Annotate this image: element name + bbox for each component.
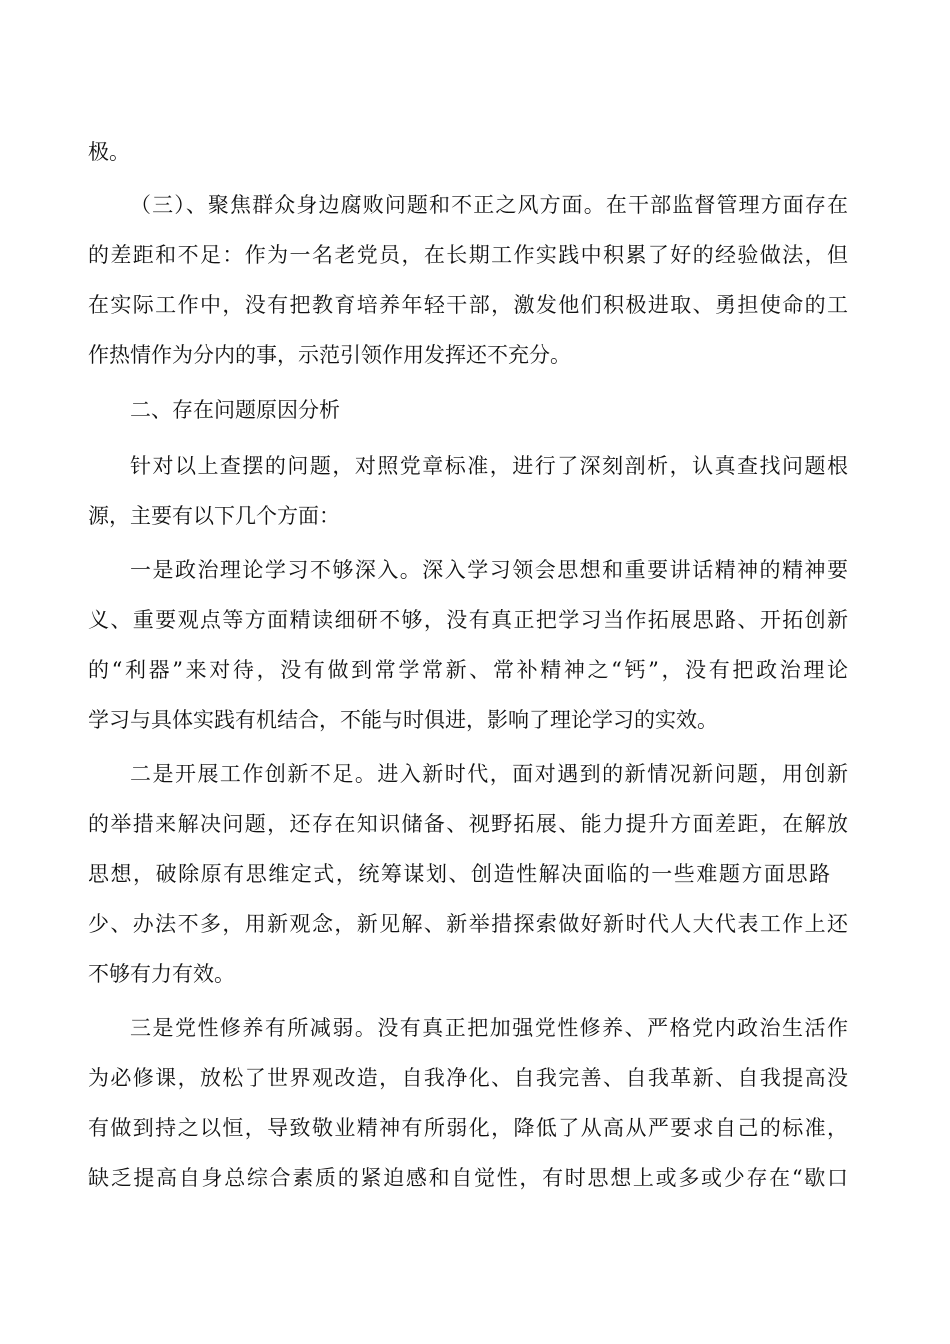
text-line: 学习与具体实践有机结合，不能与时俱进，影响了理论学习的实效。 [88,708,718,732]
text-line: 一是政治理论学习不够深入。深入学习领会思想和重要讲话精神的精神要 [130,558,848,582]
text-line: 的“利器”来对待，没有做到常学常新、常补精神之“钙”，没有把政治理论 [88,658,848,682]
text-line: 三是党性修养有所减弱。没有真正把加强党性修养、严格党内政治生活作 [130,1016,848,1040]
text-line: 为必修课，放松了世界观改造，自我净化、自我完善、自我革新、自我提高没 [88,1066,848,1090]
text-line: 的差距和不足：作为一名老党员，在长期工作实践中积累了好的经验做法，但 [88,243,848,267]
text-line: 不够有力有效。 [88,962,235,986]
text-line: 作热情作为分内的事，示范引领作用发挥还不充分。 [88,343,571,367]
text-line: 极。 [88,140,130,164]
text-line: 的举措来解决问题，还存在知识储备、视野拓展、能力提升方面差距，在解放 [88,812,848,836]
text-line: （三）、聚焦群众身边腐败问题和不正之风方面。在干部监督管理方面存在 [130,193,848,217]
text-line: 少、办法不多，用新观念，新见解、新举措探索做好新时代人大代表工作上还 [88,912,848,936]
text-line: 针对以上查摆的问题，对照党章标准，进行了深刻剖析，认真查找问题根 [130,454,848,478]
text-line: 思想，破除原有思维定式，统筹谋划、创造性解决面临的一些难题方面思路 [88,862,830,886]
text-line: 缺乏提高自身总综合素质的紧迫感和自觉性，有时思想上或多或少存在“歇口 [88,1166,848,1190]
text-line: 在实际工作中，没有把教育培养年轻干部，激发他们积极进取、勇担使命的工 [88,293,848,317]
section-heading: 二、存在问题原因分析 [130,398,340,422]
text-line: 二是开展工作创新不足。进入新时代，面对遇到的新情况新问题，用创新 [130,762,848,786]
text-line: 源，主要有以下几个方面： [88,504,340,528]
text-line: 有做到持之以恒，导致敬业精神有所弱化，降低了从高从严要求自己的标准， [88,1116,848,1140]
text-line: 义、重要观点等方面精读细研不够，没有真正把学习当作拓展思路、开拓创新 [88,608,848,632]
